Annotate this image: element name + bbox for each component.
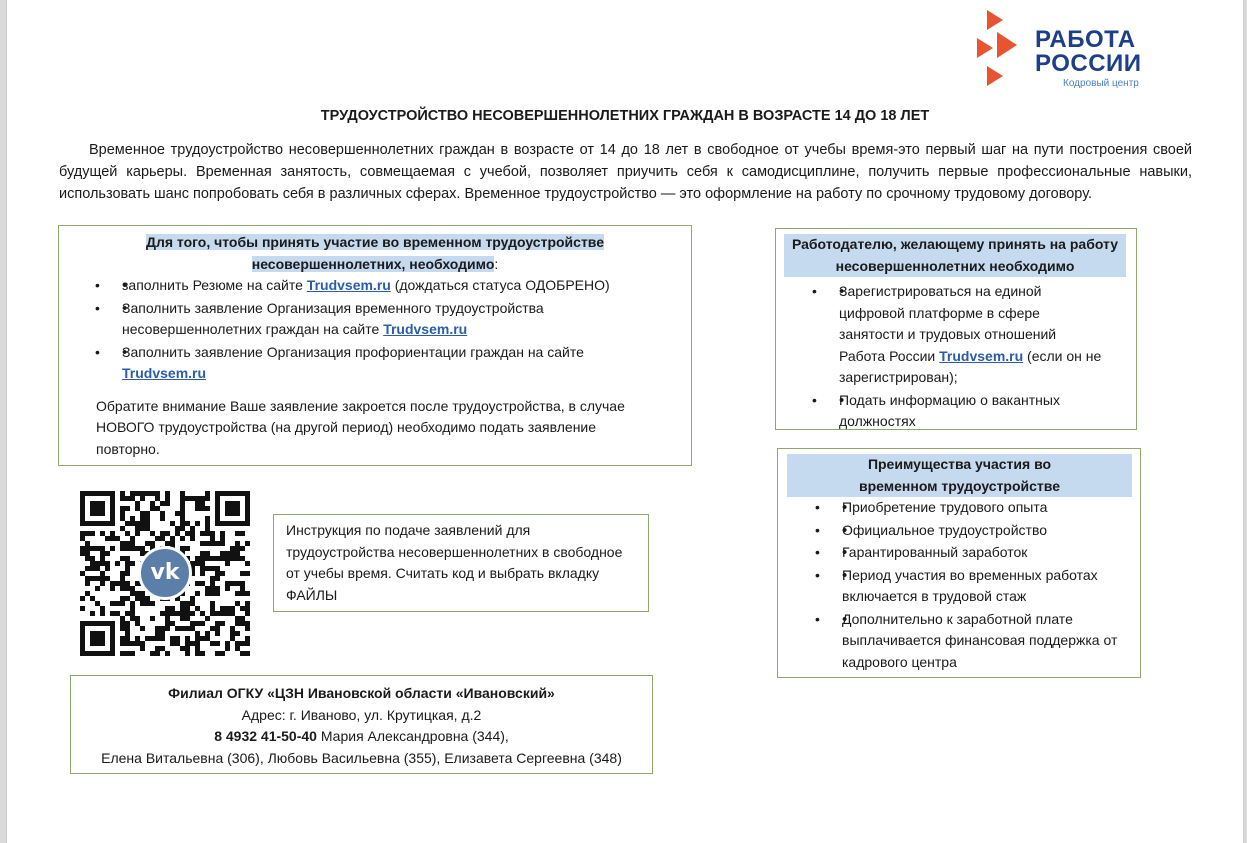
- page-title: ТРУДОУСТРОЙСТВО НЕСОВЕРШЕННОЛЕТНИХ ГРАЖДАН В ВОЗРАСТЕ 14 ДО 18 ЛЕТ: [320, 108, 930, 124]
- trudvsem-link[interactable]: Trudvsem.ru: [306, 277, 391, 293]
- instruction-text: Инструкция по подаче заявлений для трудоустройства несовершеннолетних в свободное от учебы время. Считать код и выбрать вкладку ФАЙЛЫ: [286, 522, 623, 603]
- vk-icon: vk: [138, 546, 192, 600]
- contact-box: [70, 675, 653, 774]
- employer-heading: Работодателю, желающему принять на работу несовершеннолетних необходимо: [784, 234, 1126, 277]
- logo-line1: РАБОТА: [1035, 26, 1136, 53]
- list-item: • • Период участия во временных работах включается в трудовой стаж: [842, 565, 1120, 608]
- contact-org: Филиал ОГКУ «ЦЗН Ивановской области «Ивановский»: [168, 685, 555, 701]
- participants-list: [95, 275, 651, 385]
- list-item: • • заполнить Резюме на сайте Trudvsem.ru (дождаться статуса ОДОБРЕНО): [122, 275, 651, 297]
- list-item: • • Официальное трудоустройство: [842, 520, 1120, 542]
- list-item: • • Дополнительно к заработной плате выплачивается финансовая поддержка от кадрового центра: [842, 609, 1120, 674]
- logo-subtitle: Кодровый центр: [1063, 78, 1139, 89]
- contact-names: Елена Витальевна (306), Любовь Васильевна (355), Елизавета Сергеевна (348): [101, 749, 622, 766]
- logo-line2: РОССИИ: [1035, 50, 1142, 77]
- list-item: • • Гарантированный заработок: [842, 542, 1120, 564]
- participants-note: Обратите внимание Ваше заявление закроется после трудоустройства, в случае НОВОГО трудоустройства (на другой период) необходимо подать заявление повторно.: [96, 397, 625, 457]
- document-page: [6, 0, 1244, 843]
- participants-box: [58, 225, 692, 466]
- rabota-rossii-logo: [977, 10, 1177, 94]
- list-item: • • Зарегистрироваться на единой цифровой платформе в сфере занятости и трудовых отношений Работа России Trudvsem.ru (если он не зарегистрирован);: [839, 281, 1106, 389]
- list-item: • • Приобретение трудового опыта: [842, 497, 1120, 519]
- list-item: • • Подать информацию о вакантных должностях: [839, 390, 1106, 433]
- trudvsem-link[interactable]: Trudvsem.ru: [383, 321, 468, 337]
- employer-list: [812, 281, 1106, 433]
- trudvsem-link[interactable]: Trudvsem.ru: [939, 347, 1024, 364]
- benefits-box: [777, 448, 1141, 678]
- logo-arrows-icon: [977, 10, 1029, 88]
- intro-paragraph: [59, 139, 1192, 205]
- list-item: • • Заполнить заявление Организация профориентации граждан на сайте Trudvsem.ru: [122, 342, 651, 385]
- instruction-box: [273, 514, 649, 612]
- intro-text: Временное трудоустройство несовершеннолетних граждан в возрасте от 14 до 18 лет в свободное от учебы время-это первый шаг на пути построения своей будущей карьеры. Временная занятость, совмещаемая с учебой, позволяет приучить себя к самодисциплине, получить первые профессиональные навыки, использовать шанс попробовать себя в различных сферах. Временное трудоустройство — это оформление на работу по срочному трудовому договору.: [59, 142, 1192, 202]
- trudvsem-link[interactable]: Trudvsem.ru: [122, 365, 207, 381]
- benefits-heading: Преимущества участия во временном трудоустройстве: [787, 454, 1132, 497]
- participants-heading: Для того, чтобы принять участие во временном трудоустройстве несовершеннолетних, необходимо:: [145, 234, 605, 272]
- contact-phone[interactable]: 8 4932 41-50-40: [214, 728, 317, 744]
- contact-phone-line: 8 4932 41-50-40 Мария Александровна (344),: [214, 728, 509, 744]
- list-item: • • Заполнить заявление Организация временного трудоустройства несовершеннолетних граждан на сайте Trudvsem.ru: [122, 298, 651, 341]
- qr-code[interactable]: [80, 491, 250, 656]
- employer-box: [775, 228, 1137, 430]
- contact-address: Адрес: г. Иваново, ул. Крутицкая, д.2: [241, 706, 482, 723]
- benefits-list: [815, 497, 1120, 673]
